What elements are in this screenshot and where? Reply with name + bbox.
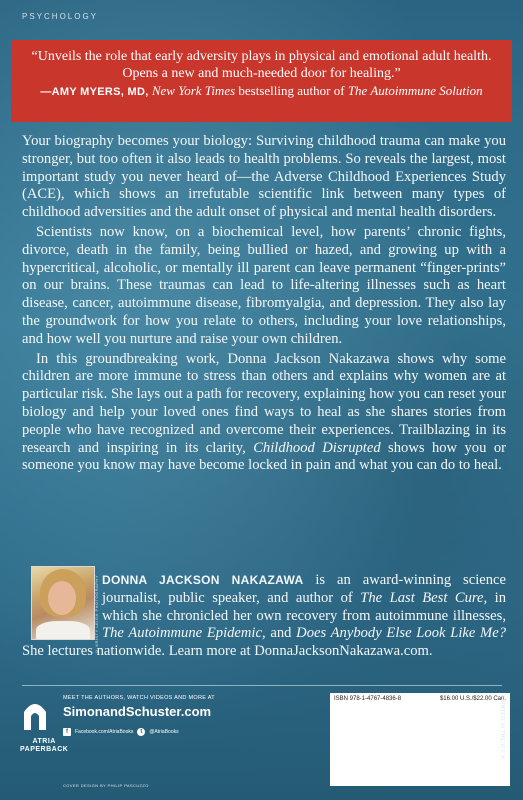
author-book-2: The Autoimmune Epidemic, [102,625,266,642]
blurb-publication: New York Times [151,83,236,98]
author-bio-text-3: and [270,625,292,642]
author-book-1: The Last Best Cure, [360,589,488,606]
publisher-logo-line-1: ATRIA [32,738,56,745]
atria-arch-icon [22,700,48,730]
category-label: PSYCHOLOGY [22,12,99,21]
isbn-number: ISBN 978-1-4767-4836-8 [334,696,402,702]
social-links [63,728,179,736]
blurb-book-title: The Autoimmune Solution [347,83,483,98]
barcode-area [336,707,504,781]
description [22,133,506,475]
blurb-quote-box [11,40,512,122]
barcode-panel [330,693,510,786]
meet-authors-text: MEET THE AUTHORS, WATCH VIDEOS AND MORE AT [63,695,215,701]
cover-design-credit: COVER DESIGN BY PHILIP PASCUZZO [63,783,149,788]
description-paragraph-1: Your biography becomes your biology: Surviving childhood trauma can make you stronger, but too often it also leads to health problems. So reveals the largest, most important study you never heard of—the Adverse Childhood Experiences Study (ACE), which shows an irrefutable scientific link between many types of childhood adversities and the adult onset of physical and mental health disorders. [22,133,506,221]
publisher-logo-line-2: PAPERBACK [20,746,69,753]
twitter-link[interactable]: @AtriaBooks [149,729,179,735]
publisher-logo [20,738,68,754]
description-paragraph-3-end: shows how you or someone you know may have become locked in pain and what you can do to heal. [22,439,506,474]
facebook-link[interactable]: Facebook.com/AtriaBooks [75,729,134,735]
author-bio-text-4: She lectures nationwide. Learn more at DonnaJacksonNakazawa.com. [22,643,433,660]
author-bio [22,572,506,661]
publisher-website[interactable]: SimonandSchuster.com [63,704,212,719]
photo-spacer [22,572,102,642]
author-bio-text-1: is an award-winning science journalist, public speaker, and author of [102,572,506,606]
blurb-quote-text: “Unveils the role that early adversity plays in physical and emotional adult health. Opens a new and much-needed door for healing.” [31,49,492,81]
price-label: $16.00 U.S./$22.00 Can. [439,696,506,702]
author-name: DONNA JACKSON NAKAZAWA [102,573,304,587]
blurb-attribution [21,82,502,101]
printed-in-code: PRINTED IN THE U.S.A. [499,695,505,761]
blurb-attribution-text: bestselling author of [238,83,345,98]
footer-divider [22,685,502,686]
facebook-icon: f [63,728,71,736]
blurb-author-name: —AMY MYERS, MD, [40,86,149,98]
description-paragraph-3-text: In this groundbreaking work, Donna Jackson Nakazawa shows why some children are more immune to stress than others and explains why women are at particular risk. She lays out a path for recovery, explaining how you can reset your biology and help your loved ones find ways to heal as she shares stories from people who have recognized and overcome their experiences. Trailblazing in its research and inspiring in its clarity, [22,350,506,456]
author-bio-text-2: in which she chronicled her own recovery from autoimmune illnesses, [102,589,506,624]
description-paragraph-3 [22,351,506,476]
photo-credit: © KRISTY LEIGH PHOTOGRAPHY [94,575,99,654]
book-title-reference: Childhood Disrupted [253,439,381,456]
twitter-icon: t [137,728,145,736]
description-paragraph-2: Scientists now know, on a biochemical level, how parents’ chronic fights, divorce, death in the family, being bullied or hazed, and growing up with a hypercritical, alcoholic, or mentally ill parent can leave permanent “finger-prints” on our brains. These traumas can lead to life-altering illnesses such as heart disease, cancer, autoimmune disease, fibromyalgia, and depression. They also lay the groundwork for how you relate to others, including your love relationships, and how well you nurture and raise your own children. [22,223,506,347]
author-book-3: Does Anybody Else Look Like Me? [296,625,506,642]
